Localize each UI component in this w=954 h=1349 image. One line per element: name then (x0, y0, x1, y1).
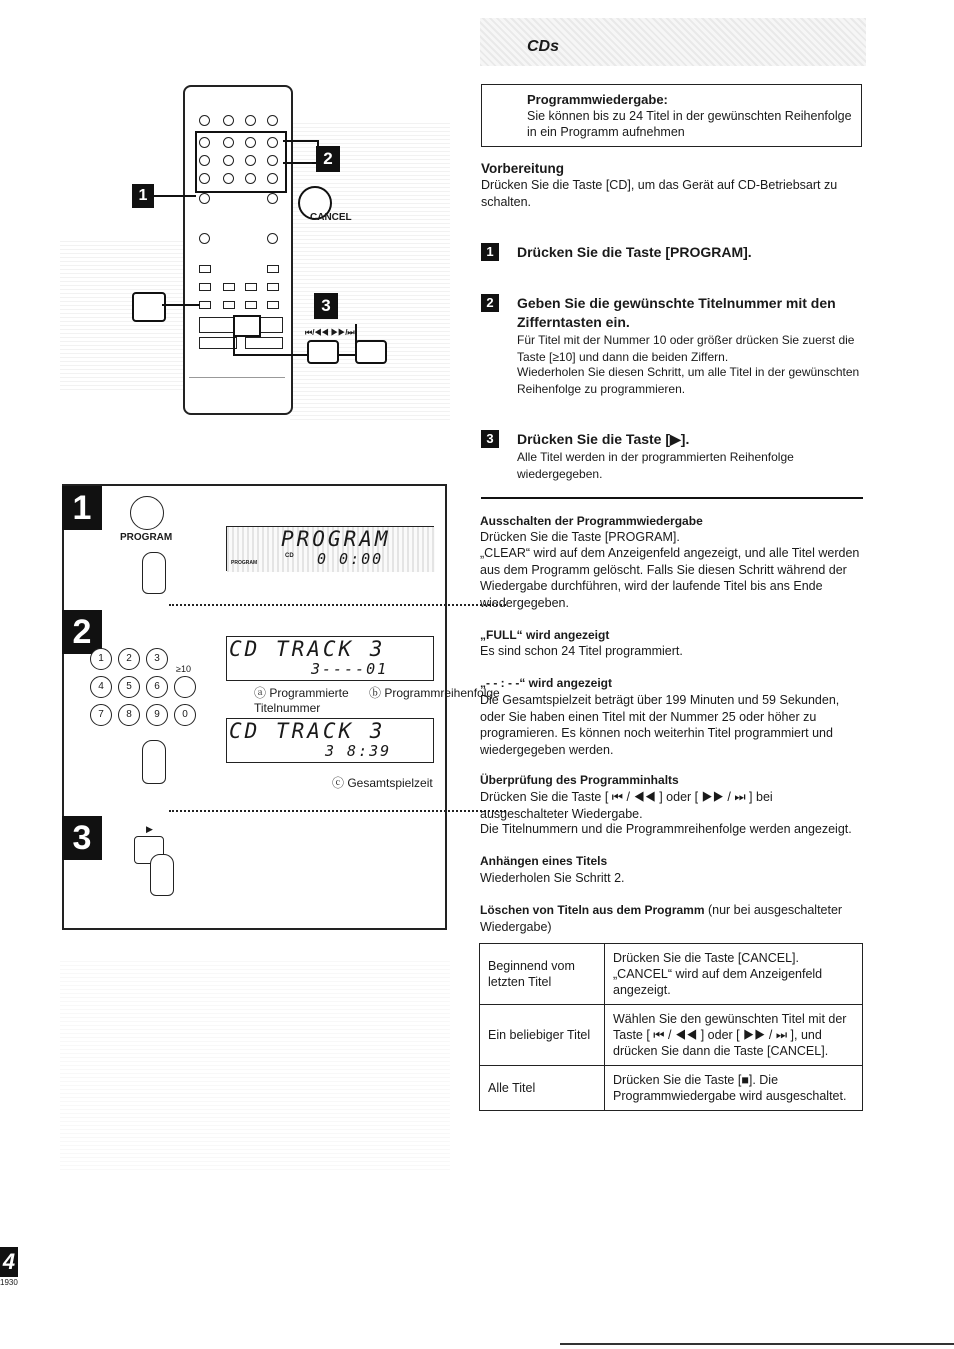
tape-button[interactable] (223, 283, 235, 291)
delete-heading: Löschen von Titeln aus dem Programm (480, 903, 705, 917)
bottom-rule (560, 1343, 954, 1345)
num-key[interactable] (245, 137, 256, 148)
lcd-track-1-line1: CD TRACK 3 (229, 637, 386, 661)
hand-pointer-icon (150, 854, 174, 896)
repeat-button[interactable] (267, 233, 278, 244)
key-9[interactable]: 9 (146, 704, 168, 726)
skip-back-button[interactable] (199, 337, 237, 349)
lcd-track-1 (226, 636, 434, 681)
note-heading-append: Anhängen eines Titels (480, 854, 608, 868)
delete-intro (480, 902, 863, 935)
key-8[interactable]: 8 (118, 704, 140, 726)
step-2-text: Für Titel mit der Nummer 10 oder größer drücken Sie zuerst die Taste [≥10] und dann die beiden Ziffern. (517, 333, 855, 364)
num-key[interactable] (267, 137, 278, 148)
lcd-track-2-line1: CD TRACK 3 (229, 719, 386, 743)
table-cell-action: Drücken Sie die Taste [CANCEL]. „CANCEL“ wird auf dem Anzeigenfeld angezeigt. (605, 944, 863, 1005)
dotted-separator (169, 604, 506, 606)
random-button[interactable] (199, 233, 210, 244)
page-number: 4 (0, 1247, 18, 1277)
automono-button[interactable] (267, 265, 279, 273)
table-cell-case: Alle Titel (480, 1066, 605, 1111)
key-ge10[interactable] (174, 676, 196, 698)
key-6[interactable]: 6 (146, 676, 168, 698)
divider (481, 497, 863, 499)
hand-pointer-icon (142, 740, 166, 784)
cancel-label: CANCEL (310, 212, 352, 223)
panel-step-3-number: 3 (62, 816, 102, 860)
intro-title: Programmwiedergabe: (527, 92, 668, 107)
table-row (480, 944, 863, 1005)
key-1[interactable]: 1 (90, 648, 112, 670)
step-1-title: Drücken Sie die Taste [PROGRAM]. (517, 244, 752, 260)
step-3-text: Alle Titel werden in der programmierten Reihenfolge wiedergegeben. (517, 450, 794, 481)
num-key[interactable] (223, 155, 234, 166)
note-text2-off: „CLEAR“ wird auf dem Anzeigenfeld angezeigt, und alle Titel werden aus dem Programm gelöscht. Falls Sie diesen Schritt während der Wiedergabe durchführen, wird der laufende Titel bis ans Ende wiedergegeben. (480, 546, 860, 610)
table-row (480, 1005, 863, 1066)
lcd-track-2 (226, 718, 434, 763)
dotted-separator (169, 810, 506, 812)
delete-suffix: (nur bei ausgeschalteter Wiedergabe) (480, 903, 843, 934)
tuner-button[interactable] (267, 283, 279, 291)
bleed-through-noise (290, 120, 450, 420)
cancel-button[interactable] (267, 193, 278, 204)
tuner-button[interactable] (267, 301, 279, 309)
display-button[interactable] (199, 265, 211, 273)
section-title: CDs (527, 38, 560, 55)
step-2-text2: Wiederholen Sie diesen Schritt, um alle Titel in der gewünschten Reihenfolge zu programmieren. (517, 365, 860, 396)
callout-line (162, 304, 200, 306)
tape-button[interactable] (245, 301, 257, 309)
table-cell-case: Ein beliebiger Titel (480, 1005, 605, 1066)
lcd-cd-tag: CD (285, 553, 294, 559)
rec-mode-button[interactable] (223, 301, 235, 309)
table-cell-case: Beginnend vom letzten Titel (480, 944, 605, 1005)
hand-pointer-icon (142, 552, 166, 594)
note-text-full: Es sind schon 24 Titel programmiert. (480, 644, 683, 658)
skip-labels: ⏮/◀◀ ▶▶/⏭ (305, 328, 355, 337)
num-key[interactable] (199, 155, 210, 166)
key-0[interactable]: 0 (174, 704, 196, 726)
callout-3: 3 (314, 293, 338, 319)
table-cell-action: Wählen Sie den gewünschten Titel mit der Taste [ ⏮ / ◀◀ ] oder [ ▶▶ / ⏭ ], und drücken Sie dann die Taste [CANCEL]. (605, 1005, 863, 1066)
preparation-heading: Vorbereitung (481, 161, 565, 176)
key-ge10-label: ≥10 (176, 664, 191, 674)
play-mode-button[interactable] (245, 115, 256, 126)
num-key[interactable] (223, 173, 234, 184)
note-text-off: Drücken Sie die Taste [PROGRAM]. (480, 530, 680, 544)
step-2-badge: 2 (481, 294, 499, 312)
note-text2-check: Die Titelnummern und die Programmreihenfolge werden angezeigt. (480, 822, 852, 836)
note-text-check: Drücken Sie die Taste [ ⏮ / ◀◀ ] oder [ ▶▶ / ⏭ ] bei ausgeschalteter Wiedergabe. (480, 790, 773, 821)
steps-panel (62, 484, 500, 930)
ext-button[interactable] (245, 283, 257, 291)
note-heading-dashes: „- - : - -“ wird angezeigt (480, 676, 612, 690)
num-key[interactable] (199, 173, 210, 184)
callout-1: 1 (132, 184, 154, 208)
panel-step-2-number: 2 (62, 610, 102, 654)
num-key[interactable] (267, 155, 278, 166)
key-7[interactable]: 7 (90, 704, 112, 726)
label-a: ⓐ Programmierte Titelnummer (254, 686, 349, 715)
note-heading-off: Ausschalten der Programmwiedergabe (480, 514, 703, 528)
key-4[interactable]: 4 (90, 676, 112, 698)
remote-control (183, 85, 293, 415)
num-key[interactable] (223, 137, 234, 148)
step-2-title: Geben Sie die gewünschte Titelnummer mit den Zifferntasten ein. (517, 295, 836, 330)
table-row (480, 1066, 863, 1111)
program-key[interactable] (130, 496, 164, 530)
panel-step-1-number: 1 (62, 486, 102, 530)
key-5[interactable]: 5 (118, 676, 140, 698)
divider-line (189, 377, 285, 378)
key-2[interactable]: 2 (118, 648, 140, 670)
note-heading-full: „FULL“ wird angezeigt (480, 628, 610, 642)
num-key[interactable] (199, 137, 210, 148)
step-3-badge: 3 (481, 430, 499, 448)
program-button[interactable] (199, 193, 210, 204)
play-callout-box (132, 292, 166, 322)
rec-button[interactable] (267, 115, 278, 126)
table-cell-action: Drücken Sie die Taste [■]. Die Programmwiedergabe wird ausgeschaltet. (605, 1066, 863, 1111)
lcd-program-line1: PROGRAM (281, 527, 391, 551)
note-text-append: Wiederholen Sie Schritt 2. (480, 871, 625, 885)
cd-button[interactable] (199, 283, 211, 291)
play-symbol: ▶ (146, 824, 153, 834)
lcd-track-2-line2: 3 8:39 (325, 742, 392, 760)
lcd-track-1-line2: 3----01 (311, 660, 389, 678)
lcd-program-tag: PROGRAM (231, 560, 258, 566)
skip-back-callout (307, 340, 339, 364)
program-key-label: PROGRAM (120, 532, 173, 543)
power-button[interactable] (199, 115, 210, 126)
delete-table (479, 943, 863, 1111)
intro-text: Sie können bis zu 24 Titel in der gewünschten Reihenfolge in ein Programm aufnehmen (527, 109, 852, 139)
num-key[interactable] (267, 173, 278, 184)
label-b: ⓑ Programmreihenfolge (369, 686, 500, 700)
callout-line (283, 140, 319, 164)
num-key[interactable] (245, 173, 256, 184)
note-text-dashes: Die Gesamtspielzeit beträgt über 199 Minuten und 59 Sekunden, oder Sie haben einen Titel mit der Nummer 25 oder höher zu programieren. Es können noch weiterhin Titel programmiert und wiedergegeben werden. (480, 693, 840, 757)
bleed-through-noise (60, 960, 450, 1170)
key-3[interactable]: 3 (146, 648, 168, 670)
note-heading-check: Überprüfung des Programminhalts (480, 773, 679, 787)
lcd-program-line2: 0 0:00 (317, 550, 384, 568)
label-c: ⓒ Gesamtspielzeit (332, 776, 433, 790)
num-key[interactable] (245, 155, 256, 166)
step-1-badge: 1 (481, 243, 499, 261)
callout-2: 2 (316, 146, 340, 172)
page-code: 1930 (0, 1278, 18, 1287)
lcd-program (226, 526, 434, 571)
callout-line (154, 195, 196, 197)
preparation-text: Drücken Sie die Taste [CD], um das Gerät auf CD-Betriebsart zu schalten. (481, 178, 838, 209)
sleep-button[interactable] (223, 115, 234, 126)
skip-forward-callout (355, 340, 387, 364)
step-3-title: Drücken Sie die Taste [▶]. (517, 431, 690, 447)
bleed-through-noise (60, 240, 185, 390)
stop-button[interactable] (199, 301, 211, 309)
